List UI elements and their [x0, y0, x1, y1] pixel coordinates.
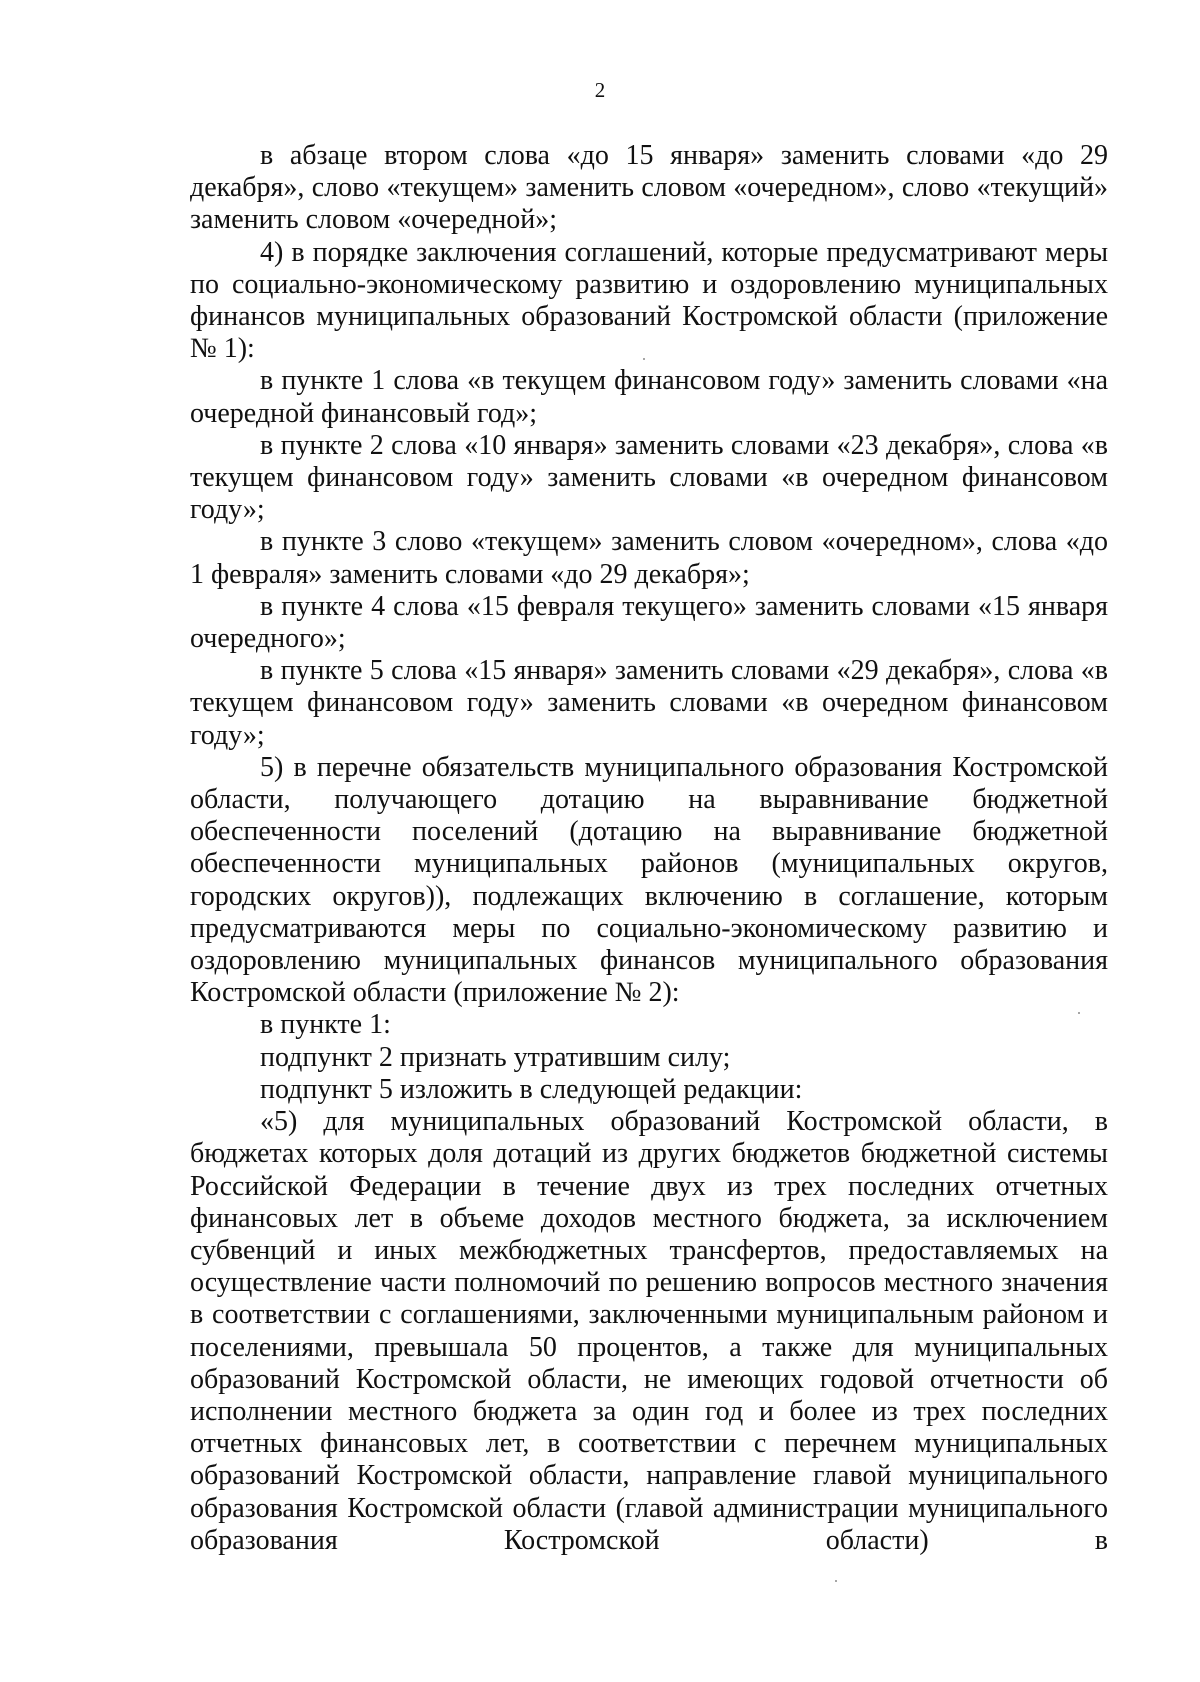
paragraph-3: в пункте 1 слова «в текущем финансовом году» заменить словами «на очередной финансовый год»; [190, 365, 1108, 429]
scan-speck [835, 1580, 837, 1582]
paragraph-11: подпункт 5 изложить в следующей редакции: [260, 1073, 803, 1105]
paragraph-6: в пункте 4 слова «15 февраля текущего» заменить словами «15 января очередного»; [190, 590, 1108, 655]
document-body [190, 140, 1108, 1557]
paragraph-12: «5) для муниципальных образований Костромской области, в бюджетах которых доля дотаций из других бюджетов бюджетной системы Российской Федерации в течение двух из трех последних отчетных финансовых лет в объеме доходов местного бюджета, за исключением субвенций и иных межбюджетных трансфертов, предоставляемых на осуществление части полномочий по решению вопросов местного значения в соответствии с соглашениями, заключенными муниципальным районом и поселениями, превышала 50 процентов, а также для муниципальных образований Костромской области, не имеющих годовой отчетности об исполнении местного бюджета за один год и более из трех последних отчетных финансовых лет, в соответствии с перечнем муниципальных образований Костромской области, направление главой муниципального образования Костромской области (главой администрации муниципального образования Костромской области) в [190, 1106, 1108, 1556]
paragraph-7: в пункте 5 слова «15 января» заменить словами «29 декабря», слова «в текущем финансовом году» заменить словами «в очередном финансовом году»; [190, 655, 1108, 751]
paragraph-10: подпункт 2 признать утратившим силу; [260, 1041, 731, 1073]
scan-speck [643, 358, 645, 360]
paragraph-1: в абзаце втором слова «до 15 января» заменить словами «до 29 декабря», слово «текущем» заменить словом «очередном», слово «текущий» заменить словом «очередной»; [190, 140, 1108, 236]
page-number: 2 [594, 78, 606, 102]
paragraph-5: в пункте 3 слово «текущем» заменить словом «очередном», слова «до 1 февраля» заменить словами «до 29 декабря»; [190, 526, 1108, 590]
scan-speck [1078, 1012, 1080, 1014]
paragraph-8: 5) в перечне обязательств муниципального образования Костромской области, получающего дотацию на выравнивание бюджетной обеспеченности поселений (дотацию на выравнивание бюджетной обеспеченности муниципальных районов (муниципальных округов, городских округов)), подлежащих включению в соглашение, которым предусматриваются меры по социально-экономическому развитию и оздоровлению муниципальных финансов муниципального образования Костромской области (приложение № 2): [190, 751, 1108, 1009]
paragraph-2: 4) в порядке заключения соглашений, которые предусматривают меры по социально-экономическому развитию и оздоровлению муниципальных финансов муниципальных образований Костромской области (приложение № 1): [190, 236, 1108, 365]
paragraph-4: в пункте 2 слова «10 января» заменить словами «23 декабря», слова «в текущем финансовом году» заменить словами «в очередном финансовом году»; [190, 429, 1108, 526]
paragraph-9: в пункте 1: [260, 1009, 391, 1041]
